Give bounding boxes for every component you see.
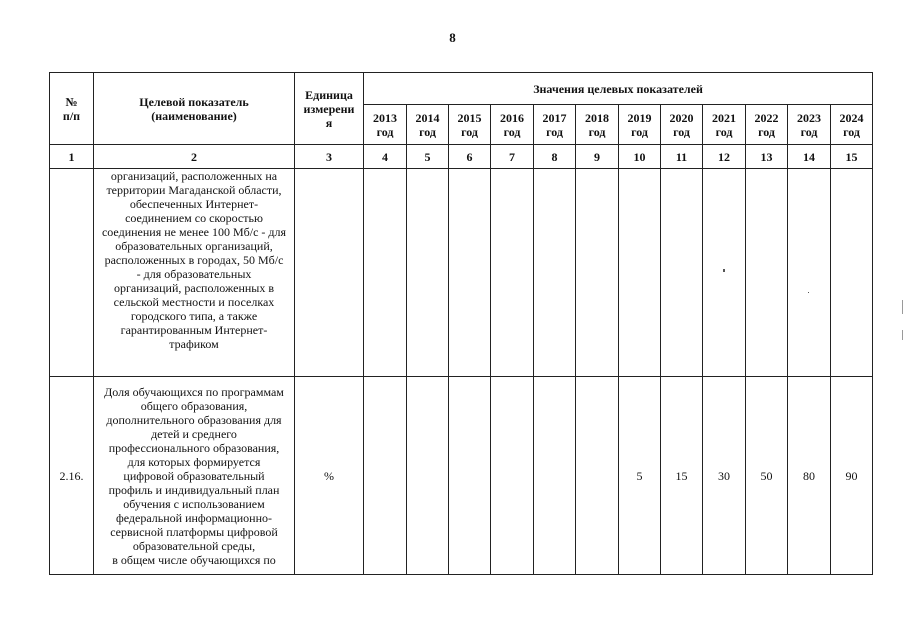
year-suffix: год — [376, 124, 394, 139]
target-value-cell — [661, 169, 703, 377]
target-value-cell: 50 — [746, 377, 788, 575]
year-header-cell — [491, 105, 534, 145]
indicator-name-line: обеспеченных Интернет- — [129, 197, 259, 211]
year-label: 2021 — [712, 110, 736, 125]
header-indicator-cell — [94, 73, 295, 145]
header-unit-label-1: Единица — [305, 87, 353, 102]
indicator-name-line: организаций, расположенных в — [113, 281, 275, 295]
indicator-name-line: соединением со скоростью — [125, 211, 263, 225]
indicator-name-line: дополнительного образования для — [106, 412, 282, 427]
target-value-cell — [364, 169, 407, 377]
page-number: 8 — [449, 30, 456, 45]
column-number-cell: 14 — [788, 145, 831, 169]
year-header-cell — [831, 105, 873, 145]
year-suffix: год — [758, 124, 775, 139]
indicator-name-line: сервисной платформы цифровой — [110, 524, 278, 539]
indicator-row — [50, 377, 873, 575]
target-value-cell — [746, 169, 788, 377]
header-num-label-1: № — [65, 94, 78, 109]
indicator-row — [50, 169, 873, 377]
year-header-cell — [364, 105, 407, 145]
indicator-name-line: цифровой образовательный — [123, 468, 265, 483]
year-header-cell — [576, 105, 619, 145]
row-number-cell — [50, 169, 94, 377]
column-number-cell: 13 — [746, 145, 788, 169]
year-header-cell — [703, 105, 746, 145]
column-number-cell: 10 — [619, 145, 661, 169]
unit-cell — [295, 169, 364, 377]
year-label: 2023 — [797, 110, 821, 125]
target-value-cell — [619, 169, 661, 377]
year-label: 2024 — [839, 110, 864, 125]
column-number-cell: 11 — [661, 145, 703, 169]
year-label: 2013 — [373, 110, 397, 125]
year-header-cell — [746, 105, 788, 145]
indicator-name-line: для которых формируется — [127, 454, 261, 469]
year-suffix: год — [631, 124, 648, 139]
column-number-cell: 12 — [703, 145, 746, 169]
target-value-cell — [703, 169, 746, 377]
column-number-cell: 15 — [831, 145, 873, 169]
column-number-cell: 5 — [407, 145, 449, 169]
indicator-name-line: территории Магаданской области, — [106, 183, 282, 197]
target-value-cell — [534, 169, 576, 377]
target-value-cell — [534, 377, 576, 575]
indicator-name-line: Доля обучающихся по программам — [104, 384, 284, 399]
target-value-cell — [788, 169, 831, 377]
target-value-cell — [407, 169, 449, 377]
target-value-cell — [576, 377, 619, 575]
indicator-name-line: образовательной среды, — [132, 538, 256, 553]
year-label: 2017 — [542, 110, 567, 125]
year-header-cell — [407, 105, 449, 145]
column-number-cell: 3 — [295, 145, 364, 169]
indicator-name-line: образовательных организаций, — [115, 239, 273, 253]
header-values-group: Значения целевых показателей — [364, 73, 873, 105]
indicator-name-line: в общем числе обучающихся по — [112, 552, 276, 567]
target-value-cell: 15 — [661, 377, 703, 575]
target-value-cell: 80 — [788, 377, 831, 575]
margin-mark — [902, 300, 903, 314]
year-label: 2014 — [415, 110, 440, 125]
indicator-name-line: сельской местности и поселках — [113, 295, 275, 309]
indicator-name-line: гарантированным Интернет- — [120, 323, 268, 337]
indicator-name-line: соединения не менее 100 Мб/с - для — [101, 225, 287, 239]
year-suffix: год — [461, 124, 478, 139]
header-row-top — [50, 73, 873, 105]
year-header-cell — [534, 105, 576, 145]
row-number-cell: 2.16. — [50, 377, 94, 575]
year-header-cell — [619, 105, 661, 145]
scan-speck — [723, 269, 725, 272]
column-number-cell: 1 — [50, 145, 94, 169]
indicator-name-cell — [94, 377, 295, 575]
header-indicator-label-1: Целевой показатель — [139, 94, 249, 109]
header-num-cell — [50, 73, 94, 145]
header-num-label-2: п/п — [62, 108, 81, 123]
indicator-name-line: профиль и индивидуальный план — [108, 482, 280, 497]
target-value-cell: 5 — [619, 377, 661, 575]
unit-cell: % — [295, 377, 364, 575]
target-value-cell — [491, 169, 534, 377]
target-value-cell — [449, 377, 491, 575]
indicator-name-line: обучения с использованием — [123, 496, 265, 511]
column-number-cell: 8 — [534, 145, 576, 169]
target-value-cell — [491, 377, 534, 575]
target-value-cell — [407, 377, 449, 575]
indicator-name-line: общего образования, — [140, 398, 248, 413]
column-number-cell: 4 — [364, 145, 407, 169]
year-header-cell — [449, 105, 491, 145]
column-number-cell: 2 — [94, 145, 295, 169]
header-indicator-label-2: (наименование) — [151, 108, 237, 123]
year-label: 2019 — [627, 110, 652, 125]
year-suffix: год — [546, 124, 563, 139]
column-number-cell: 7 — [491, 145, 534, 169]
year-suffix: год — [843, 124, 860, 139]
year-suffix: год — [673, 124, 690, 139]
indicator-name-line: детей и среднего — [151, 426, 237, 441]
target-value-cell — [831, 169, 873, 377]
target-value-cell — [364, 377, 407, 575]
margin-mark — [902, 330, 903, 340]
year-label: 2020 — [669, 110, 694, 125]
indicator-name-line: - для образовательных — [136, 267, 252, 281]
scan-speck — [808, 292, 809, 293]
indicator-name-line: организаций, расположенных на — [110, 169, 278, 183]
indicator-name-line: городского типа, а также — [130, 309, 258, 323]
column-number-row — [50, 145, 873, 169]
indicator-name-line: трафиком — [169, 337, 219, 351]
year-label: 2018 — [585, 110, 609, 125]
target-indicators-table — [49, 72, 873, 575]
year-suffix: год — [800, 124, 818, 139]
year-label: 2022 — [754, 110, 779, 125]
column-number-cell: 9 — [576, 145, 619, 169]
target-value-cell: 90 — [831, 377, 873, 575]
indicator-name-line: расположенных в городах, 50 Мб/с — [104, 253, 284, 267]
year-suffix: год — [503, 124, 521, 139]
year-label: 2016 — [500, 110, 524, 125]
header-unit-label-2: измерени — [303, 101, 355, 116]
year-header-cell — [661, 105, 703, 145]
column-number-cell: 6 — [449, 145, 491, 169]
indicator-name-cell — [94, 169, 295, 377]
year-suffix: год — [715, 124, 733, 139]
indicator-name-line: профессионального образования, — [108, 440, 280, 455]
year-suffix: год — [588, 124, 606, 139]
indicator-name-line: федеральной информационно- — [115, 510, 273, 525]
header-unit-label-3: я — [325, 115, 333, 130]
year-suffix: год — [419, 124, 436, 139]
header-unit-cell — [295, 73, 364, 145]
year-label: 2015 — [457, 110, 482, 125]
target-value-cell: 30 — [703, 377, 746, 575]
year-header-cell — [788, 105, 831, 145]
target-value-cell — [576, 169, 619, 377]
target-value-cell — [449, 169, 491, 377]
